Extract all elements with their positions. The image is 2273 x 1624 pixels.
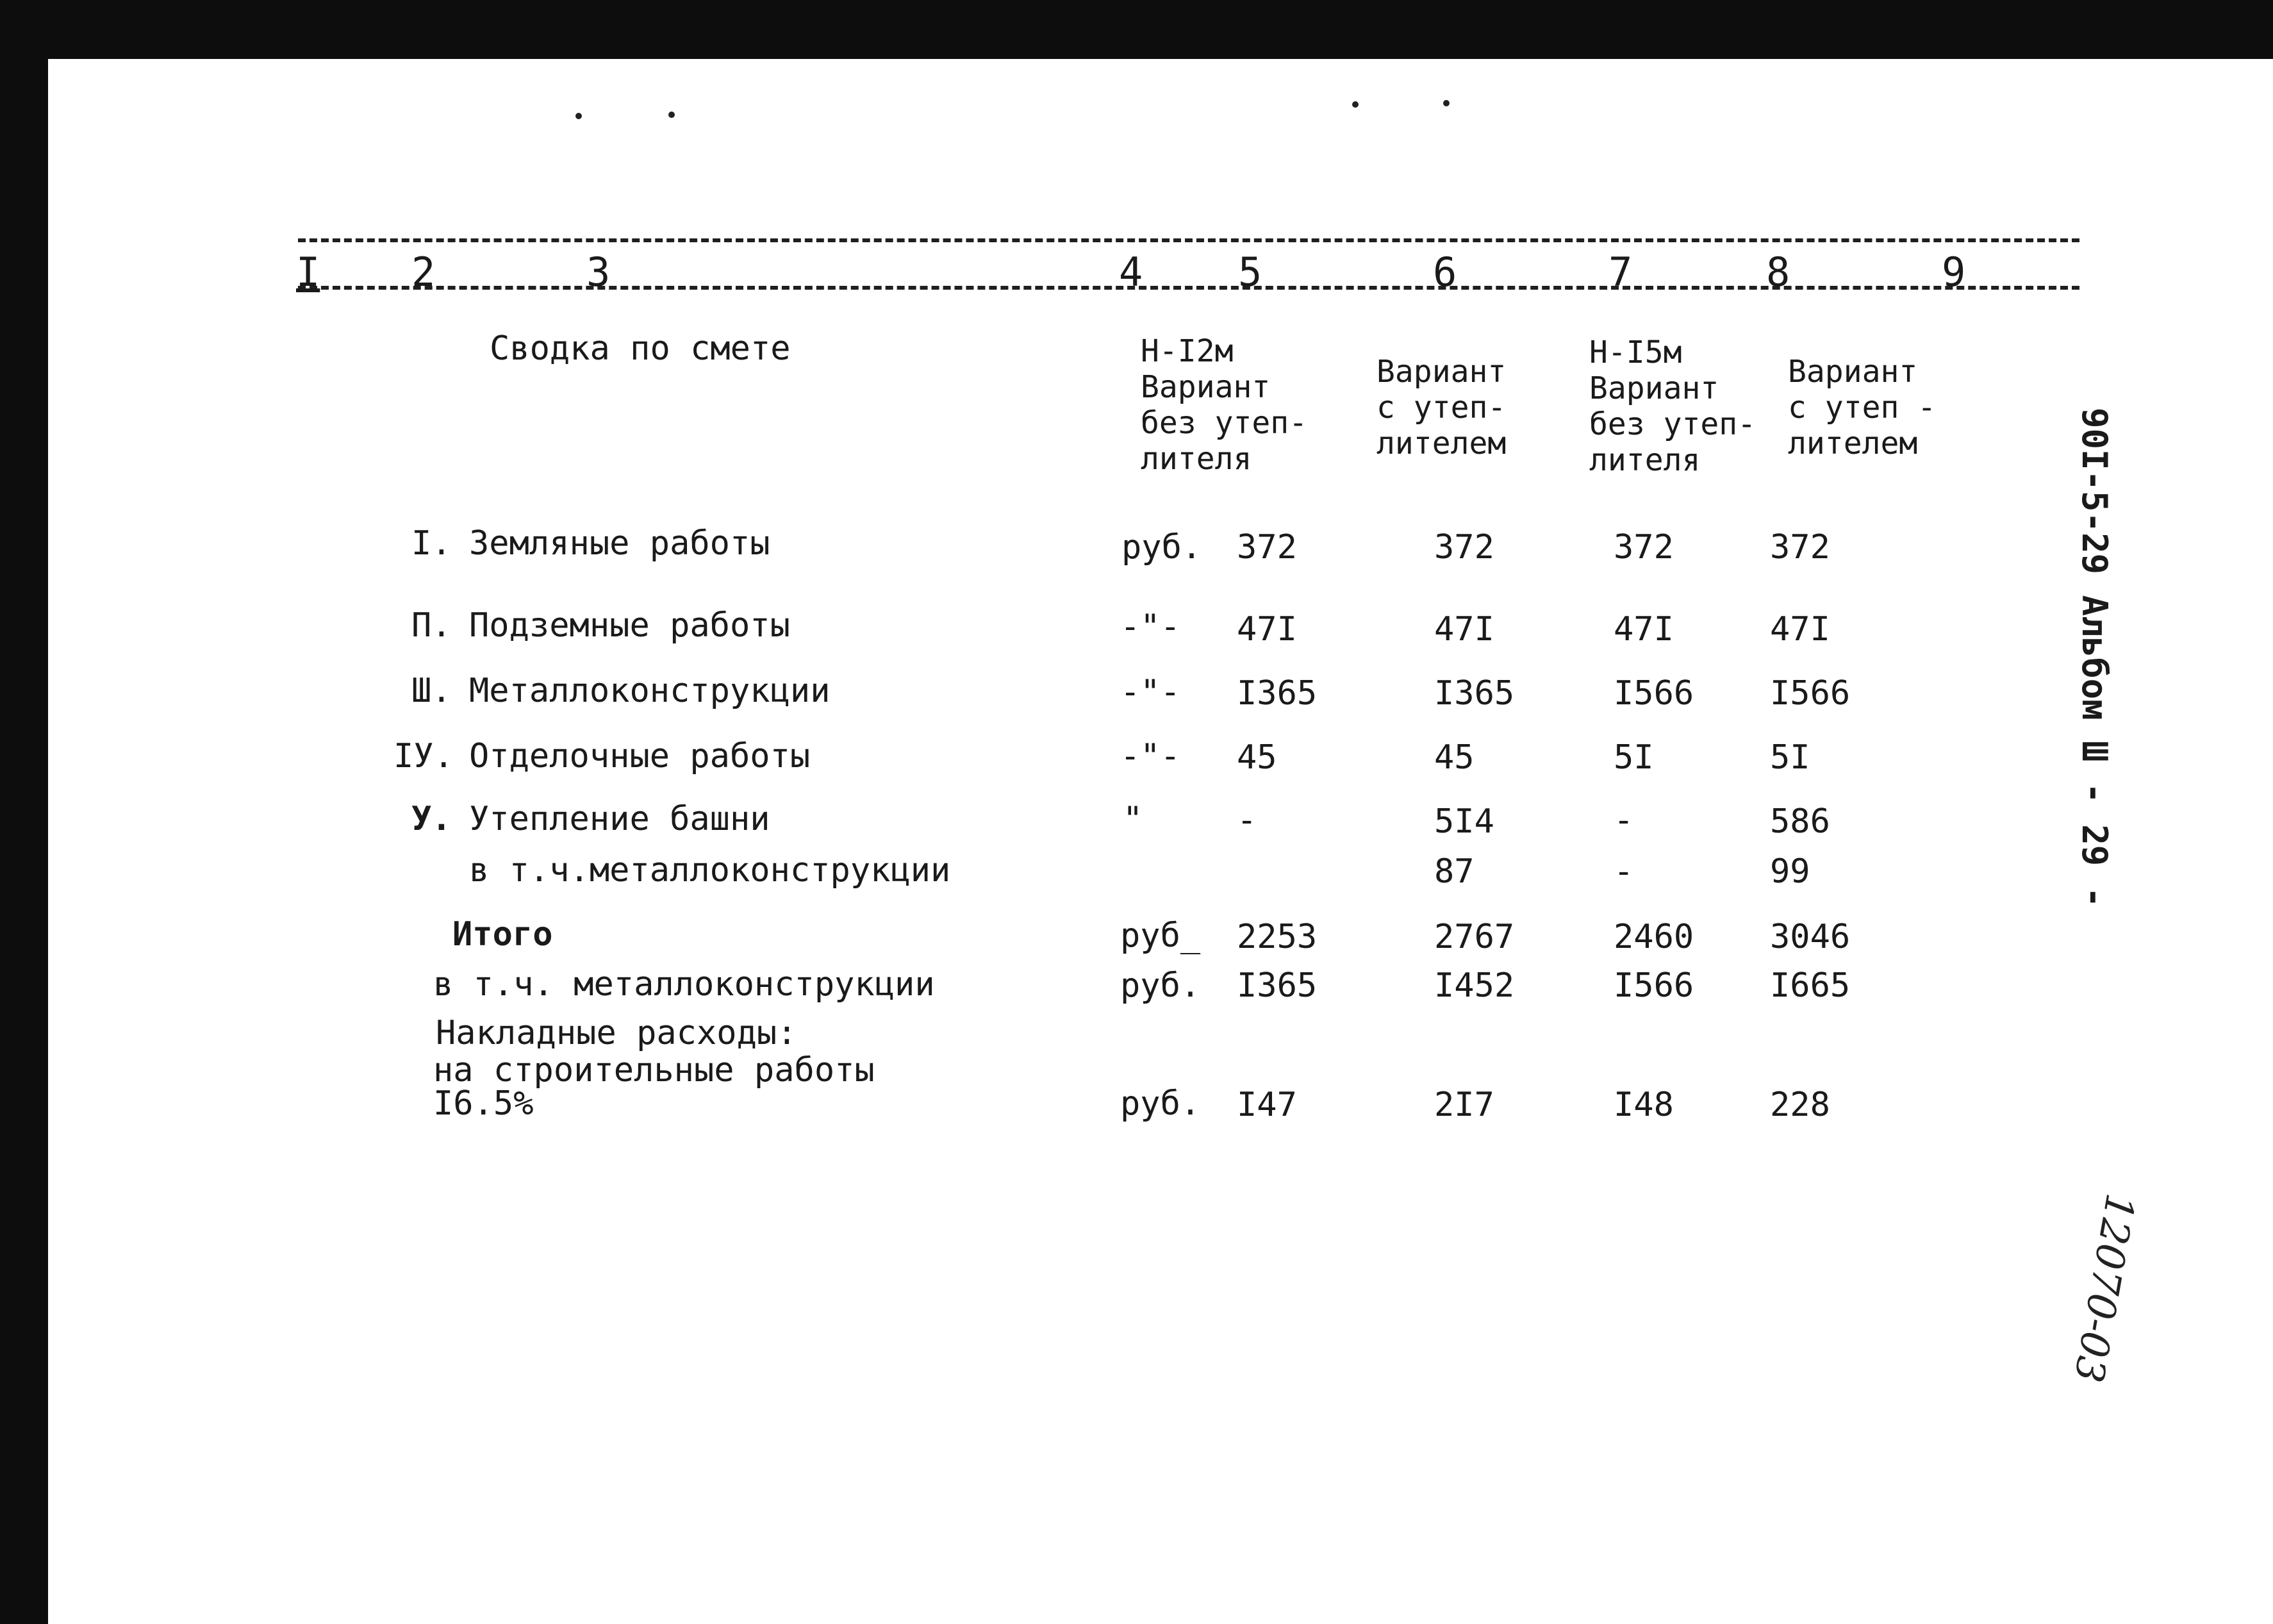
cell-value: 47I xyxy=(1237,610,1297,649)
column-number: 6 xyxy=(1433,249,1457,295)
row-number: Ш. xyxy=(411,672,452,710)
row-label: в т.ч.металлоконструкции xyxy=(469,851,951,890)
row-label: Подземные работы xyxy=(469,606,790,645)
cell-value: 5I4 xyxy=(1434,802,1494,841)
cell-value: 2460 xyxy=(1614,918,1694,956)
overhead-label: Накладные расходы: xyxy=(436,1014,797,1052)
cell-value: I365 xyxy=(1434,674,1515,713)
cell-value: 372 xyxy=(1614,528,1674,567)
row-label: в т.ч. металлоконструкции xyxy=(433,965,935,1004)
row-label: Земляные работы xyxy=(469,524,770,563)
cell-value: 45 xyxy=(1237,738,1277,777)
cell-value: - xyxy=(1614,852,1634,891)
column-number: 2 xyxy=(411,249,436,295)
cell-value: 372 xyxy=(1434,528,1494,567)
cell-value: I47 xyxy=(1237,1086,1297,1124)
cell-value: I566 xyxy=(1614,674,1694,713)
column-number: 9 xyxy=(1942,249,1966,295)
cell-value: 2767 xyxy=(1434,918,1515,956)
column-number: 7 xyxy=(1608,249,1633,295)
cell-value: 99 xyxy=(1770,852,1810,891)
cell-value: 3046 xyxy=(1770,918,1851,956)
cell-value: 5I xyxy=(1770,738,1810,777)
cell-value: I48 xyxy=(1614,1086,1674,1124)
cell-value: - xyxy=(1237,801,1257,840)
scan-speck xyxy=(575,113,582,119)
cell-value: 228 xyxy=(1770,1086,1830,1124)
column-number: I xyxy=(296,249,320,295)
row-unit: -"- xyxy=(1120,737,1180,775)
cell-value: 2I7 xyxy=(1434,1086,1494,1124)
ruler-dash-top xyxy=(298,238,2079,242)
header-col6: Вариант с утеп- лителем xyxy=(1376,354,1507,461)
scan-border-top xyxy=(0,0,2273,59)
overhead-rate: I6.5% xyxy=(433,1084,534,1123)
cell-value: - xyxy=(1614,801,1634,840)
scan-border-left xyxy=(0,0,48,1624)
row-number: I. xyxy=(411,524,452,563)
row-unit: -"- xyxy=(1120,608,1180,646)
cell-value: I566 xyxy=(1770,674,1851,713)
column-number: 8 xyxy=(1766,249,1790,295)
overhead-label: на строительные работы xyxy=(433,1051,875,1090)
total-label: Итого xyxy=(452,915,553,954)
scan-speck xyxy=(1443,100,1450,106)
row-label: Утепление башни xyxy=(469,800,770,838)
cell-value: 47I xyxy=(1434,610,1494,649)
cell-value: 87 xyxy=(1434,852,1475,891)
scan-speck xyxy=(668,112,675,118)
column-number: 5 xyxy=(1238,249,1262,295)
summary-title: Сводка по смете xyxy=(490,329,791,368)
row-unit: -"- xyxy=(1120,673,1180,711)
column-number: 4 xyxy=(1119,249,1143,295)
row-number: У. xyxy=(411,800,452,838)
scan-border-right xyxy=(2261,0,2273,45)
cell-value: 2253 xyxy=(1237,918,1318,956)
cell-value: 47I xyxy=(1614,610,1674,649)
cell-value: I452 xyxy=(1434,966,1515,1005)
cell-value: I665 xyxy=(1770,966,1851,1005)
row-label: Металлоконструкции xyxy=(469,672,831,710)
cell-value: I365 xyxy=(1237,674,1318,713)
row-unit: руб. xyxy=(1120,1084,1201,1123)
handwritten-number: 12070-03 xyxy=(2065,1190,2144,1386)
header-col8: Вариант с утеп - лителем xyxy=(1788,354,1937,461)
header-col7: Н-I5м Вариант без утеп- лителя xyxy=(1589,335,1756,478)
cell-value: 372 xyxy=(1770,528,1830,567)
document-code-stamp: 90I-5-29 Альбом Ш - 29 - xyxy=(2074,408,2115,908)
scan-speck xyxy=(1352,101,1359,108)
row-label: Отделочные работы xyxy=(469,737,811,775)
cell-value: 372 xyxy=(1237,528,1297,567)
cell-value: 5I xyxy=(1614,738,1654,777)
row-unit: " xyxy=(1123,800,1143,838)
row-number: П. xyxy=(411,606,452,645)
row-unit: руб. xyxy=(1120,966,1201,1005)
ruler-dash-bottom xyxy=(298,286,2079,290)
cell-value: I566 xyxy=(1614,966,1694,1005)
row-unit: руб. xyxy=(1121,528,1202,567)
cell-value: 586 xyxy=(1770,802,1830,841)
row-number: IУ. xyxy=(393,737,454,775)
row-unit: руб_ xyxy=(1120,916,1201,955)
column-number: 3 xyxy=(586,249,611,295)
header-col5: Н-I2м Вариант без утеп- лителя xyxy=(1141,333,1308,477)
cell-value: 47I xyxy=(1770,610,1830,649)
cell-value: 45 xyxy=(1434,738,1475,777)
cell-value: I365 xyxy=(1237,966,1318,1005)
